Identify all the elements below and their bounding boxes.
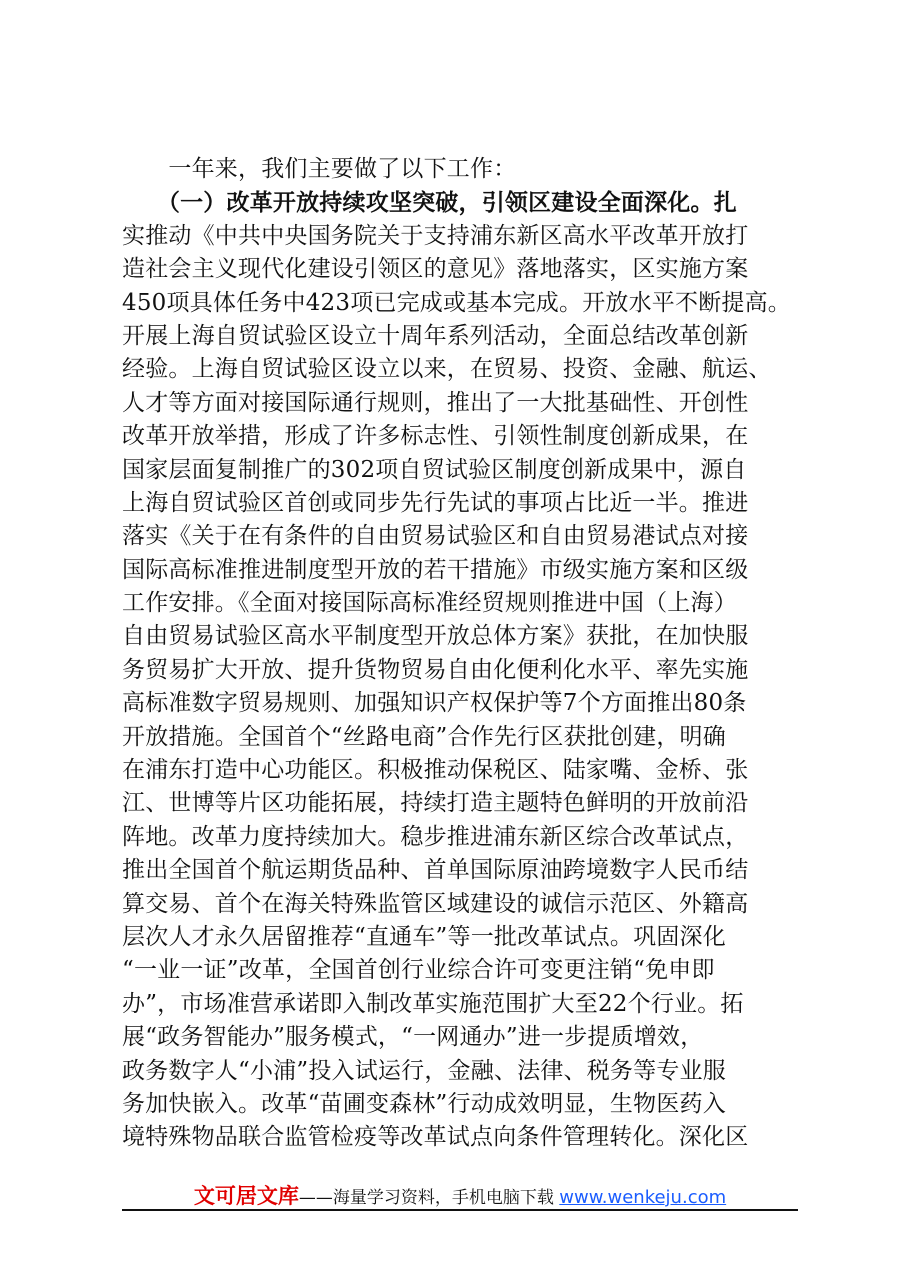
text-line: 阵地。改革力度持续加大。稳步推进浦东新区综合改革试点，: [122, 823, 749, 850]
text-line: 450项具体任务中423项已完成或基本完成。开放水平不断提高。: [122, 289, 791, 316]
text-line: 国际高标准推进制度型开放的若干措施》市级实施方案和区级: [122, 556, 749, 583]
text-line: 江、世博等片区功能拓展，持续打造主题特色鲜明的开放前沿: [122, 790, 749, 817]
footer-link[interactable]: www.wenkeju.com: [559, 1187, 727, 1208]
text-line: 办”，市场准营承诺即入制改革实施范围扩大至22个行业。拓: [122, 990, 744, 1017]
text-line: 开展上海自贸试验区设立十周年系列活动，全面总结改革创新: [122, 322, 749, 349]
footer-brand: 文可居文库: [193, 1184, 299, 1208]
body-text: [122, 153, 802, 1155]
text-line: 一年来，我们主要做了以下工作：: [122, 156, 517, 182]
text-line: 改革开放举措，形成了许多标志性、引领性制度创新成果，在: [122, 423, 749, 450]
section-heading-line: （一）改革开放持续攻坚突破，引领区建设全面深化。扎: [122, 189, 737, 217]
text-line: 境特殊物品联合监管检疫等改革试点向条件管理转化。深化区: [122, 1124, 749, 1151]
text-line: “一业一证”改革，全国首创行业综合许可变更注销“免申即: [122, 957, 715, 984]
text-line: 务加快嵌入。改革“苗圃变森林”行动成效明显，生物医药入: [122, 1090, 726, 1117]
page-footer: [122, 1180, 798, 1210]
text-line: 高标准数字贸易规则、加强知识产权保护等7个方面推出80条: [122, 690, 747, 717]
text-line: 实推动《中共中央国务院关于支持浦东新区高水平改革开放打: [122, 222, 749, 249]
footer-tagline: ——海量学习资料，手机电脑下载: [298, 1188, 554, 1208]
text-line: 推出全国首个航运期货品种、首单国际原油跨境数字人民币结: [122, 857, 749, 884]
text-line: 政务数字人“小浦”投入试运行，金融、法律、税务等专业服: [122, 1057, 726, 1084]
text-line: 工作安排。《全面对接国际高标准经贸规则推进中国（上海）: [122, 590, 737, 617]
text-line: 落实《关于在有条件的自由贸易试验区和自由贸易港试点对接: [122, 523, 749, 550]
text-line: 自由贸易试验区高水平制度型开放总体方案》获批，在加快服: [122, 623, 749, 650]
text-line: 在浦东打造中心功能区。积极推动保税区、陆家嘴、金桥、张: [122, 757, 749, 784]
text-line: 国家层面复制推广的302项自贸试验区制度创新成果中，源自: [122, 456, 747, 483]
text-line: 务贸易扩大开放、提升货物贸易自由化便利化水平、率先实施: [122, 656, 749, 683]
text-line: 层次人才永久居留推荐“直通车”等一批改革试点。巩固深化: [122, 923, 726, 950]
text-line: 算交易、首个在海关特殊监管区域建设的诚信示范区、外籍高: [122, 890, 749, 917]
footer-divider: [122, 1209, 798, 1211]
text-line: 造社会主义现代化建设引领区的意见》落地落实，区实施方案: [122, 256, 749, 283]
text-line: 经验。上海自贸试验区设立以来，在贸易、投资、金融、航运、: [122, 356, 772, 383]
text-line: 人才等方面对接国际通行规则，推出了一大批基础性、开创性: [122, 389, 749, 416]
text-line: 展“政务智能办”服务模式，“一网通办”进一步提质增效，: [122, 1024, 704, 1051]
text-line: 上海自贸试验区首创或同步先行先试的事项占比近一半。推进: [122, 489, 749, 516]
text-line: 开放措施。全国首个“丝路电商”合作先行区获批创建，明确: [122, 723, 726, 750]
